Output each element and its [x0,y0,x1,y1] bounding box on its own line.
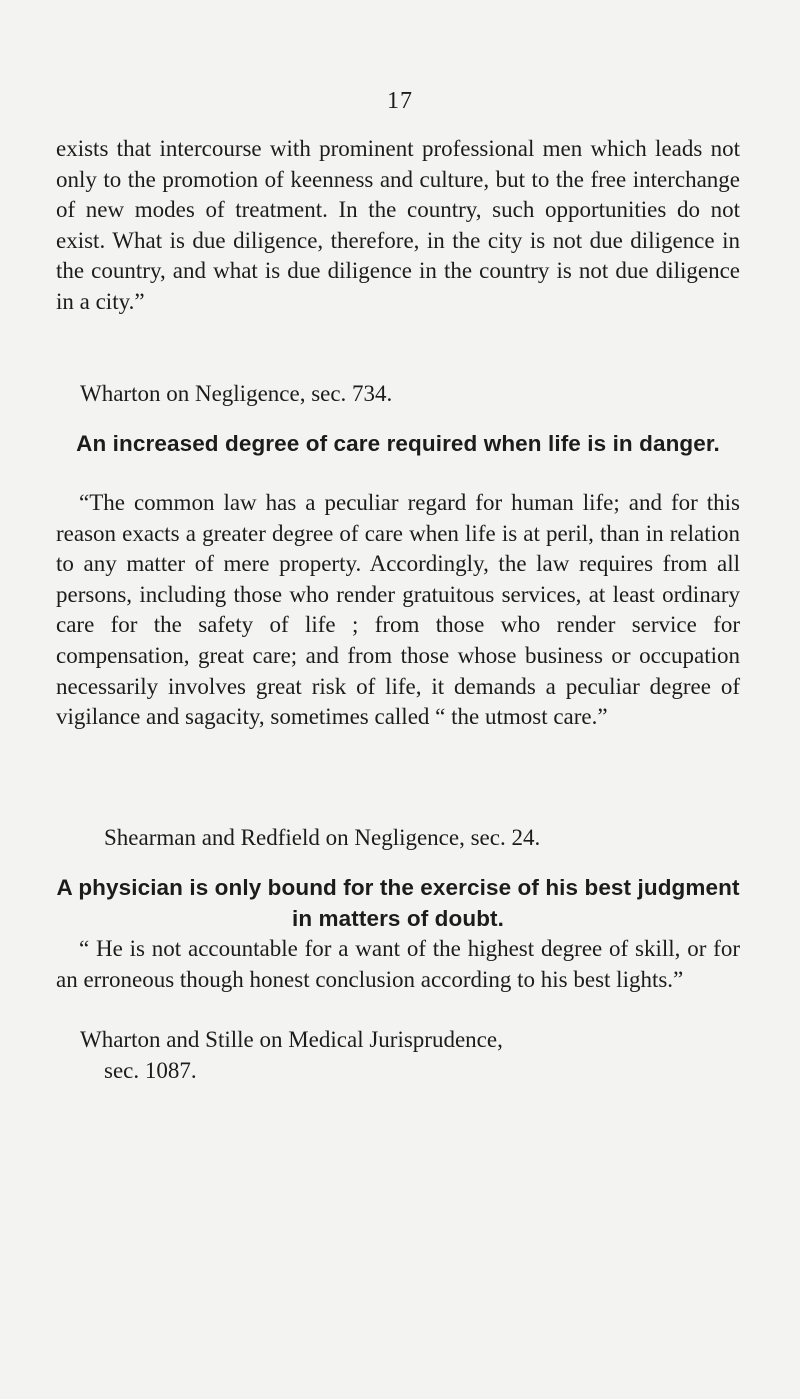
life-danger-heading: An increased degree of care required when life is in danger. [76,431,720,456]
physician-judgment-heading: A physician is only bound for the exercise of his best judgment in matters of doubt. [56,875,740,931]
citation-line-2: sec. 1087. [104,1057,197,1083]
common-law-quote: “The common law has a peculiar regard for human life; and for this reason exacts a greater degree of care when life is at peril, than in relation to any matter of mere property. Accordingly, the law requires from all persons, including those who render gratuitous services, at least ordinary care for the safety of life ; from those who render service for compensation, great care; and from those whose business or occupation necessarily involves great risk of life, it demands a peculiar degree of vigilance and sagacity, sometimes called “ the utmost care.” [56,490,740,730]
page-number: 17 [387,88,413,114]
wharton-negligence-citation: Wharton on Negligence, sec. 734. [80,381,393,406]
opening-paragraph: exists that intercourse with prominent professional men which leads not only to the promotion of keenness and culture, but to the free interchange of new modes of treatment. In the country, such opportunities do not exist. What is due diligence, therefore, in the city is not due diligence in the country, and what is due diligence in the country is not due diligence in a city.” [56,136,740,314]
citation-line-1: Wharton and Stille on Medical Jurisprudence, [80,1027,503,1052]
physician-quote: “ He is not accountable for a want of the highest degree of skill, or for an erroneous though honest conclusion according to his best lights.” [56,936,740,992]
shearman-redfield-citation: Shearman and Redfield on Negligence, sec. 24. [104,825,541,850]
medical-jurisprudence-citation [80,1025,503,1086]
